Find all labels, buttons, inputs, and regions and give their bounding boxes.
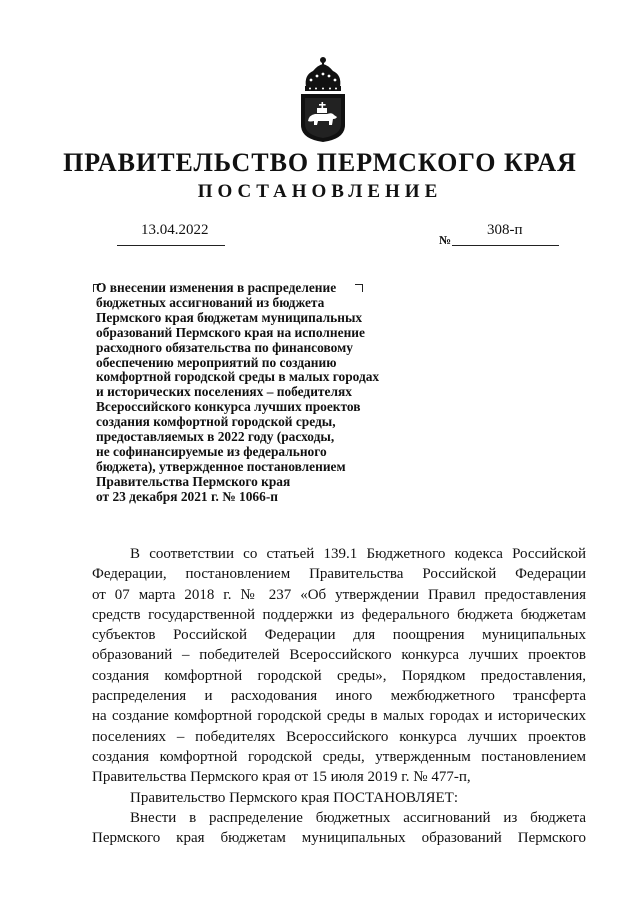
subject-line: и исторических поселениях – победителях xyxy=(96,384,352,400)
body-line: на создание комфортной городской среды в малых городах и исторических xyxy=(92,708,586,725)
body-line: образований – победителей Всероссийского конкурса лучших проектов xyxy=(92,647,586,664)
government-title: ПРАВИТЕЛЬСТВО ПЕРМСКОГО КРАЯ xyxy=(63,148,577,177)
subject-line: О внесении изменения в распределение xyxy=(96,280,337,295)
subject-line: бюджетных ассигнований из бюджета xyxy=(96,294,325,310)
body-line: распределения и расходования иного межбюджетного трансферта xyxy=(92,688,586,705)
subject-line: Правительства Пермского края xyxy=(96,473,291,489)
body-line: Пермского края бюджетам муниципальных образований Пермского xyxy=(92,830,586,847)
number-underline xyxy=(452,245,559,246)
subject-line: расходного обязательства по финансовому xyxy=(96,339,353,355)
body-resolution-line: Правительство Пермского края ПОСТАНОВЛЯЕТ: xyxy=(130,789,459,806)
subject-line: создания комфортной городской среды, xyxy=(96,414,336,430)
document-date: 13.04.2022 xyxy=(141,222,209,238)
perm-krai-coat-of-arms-icon xyxy=(296,55,350,143)
subject-line: Пермского края бюджетам муниципальных xyxy=(96,309,363,325)
document-body xyxy=(92,544,586,848)
subject-line: образований Пермского края на исполнение xyxy=(96,324,365,340)
subject-line: от 23 декабря 2021 г. № 1066-п xyxy=(96,488,278,504)
subject-line: предоставляемых в 2022 году (расходы, xyxy=(96,429,335,445)
number-sign: № xyxy=(439,233,452,247)
body-line: Федерации, постановлением Правительства Российской Федерации xyxy=(92,566,586,583)
subject-line: Всероссийского конкурса лучших проектов xyxy=(96,399,361,415)
document-subject xyxy=(96,281,426,505)
body-line: поселениях – победителях Всероссийского конкурса лучших проектов xyxy=(92,728,586,745)
body-line: создания комфортной городской среды, утвержденным постановлением xyxy=(92,748,586,765)
body-line: от 07 марта 2018 г. № 237 «Об утверждении Правил предоставления xyxy=(92,586,586,603)
document-number: 308-п xyxy=(487,222,523,238)
body-line: Правительства Пермского края от 15 июля 2019 г. № 477-п, xyxy=(92,769,471,786)
subject-line: обеспечению мероприятий по созданию xyxy=(96,354,337,370)
body-line: В соответствии со статьей 139.1 Бюджетного кодекса Российской xyxy=(130,546,586,562)
subject-line: бюджета), утвержденное постановлением xyxy=(96,458,346,474)
subject-line: не софинансируемые из федерального xyxy=(96,443,327,459)
document-type: ПОСТАНОВЛЕНИЕ xyxy=(197,181,443,202)
body-line: Внести в распределение бюджетных ассигнований из бюджета xyxy=(130,809,586,826)
body-line: создания комфортной городской среды», Порядком предоставления, xyxy=(92,667,586,684)
date-underline xyxy=(117,245,225,246)
body-line: средств государственной поддержки из федерального бюджета бюджетам xyxy=(92,606,586,623)
body-line: субъектов Российской Федерации для поощрения муниципальных xyxy=(92,627,586,644)
subject-line: комфортной городской среды в малых городах xyxy=(96,369,380,385)
